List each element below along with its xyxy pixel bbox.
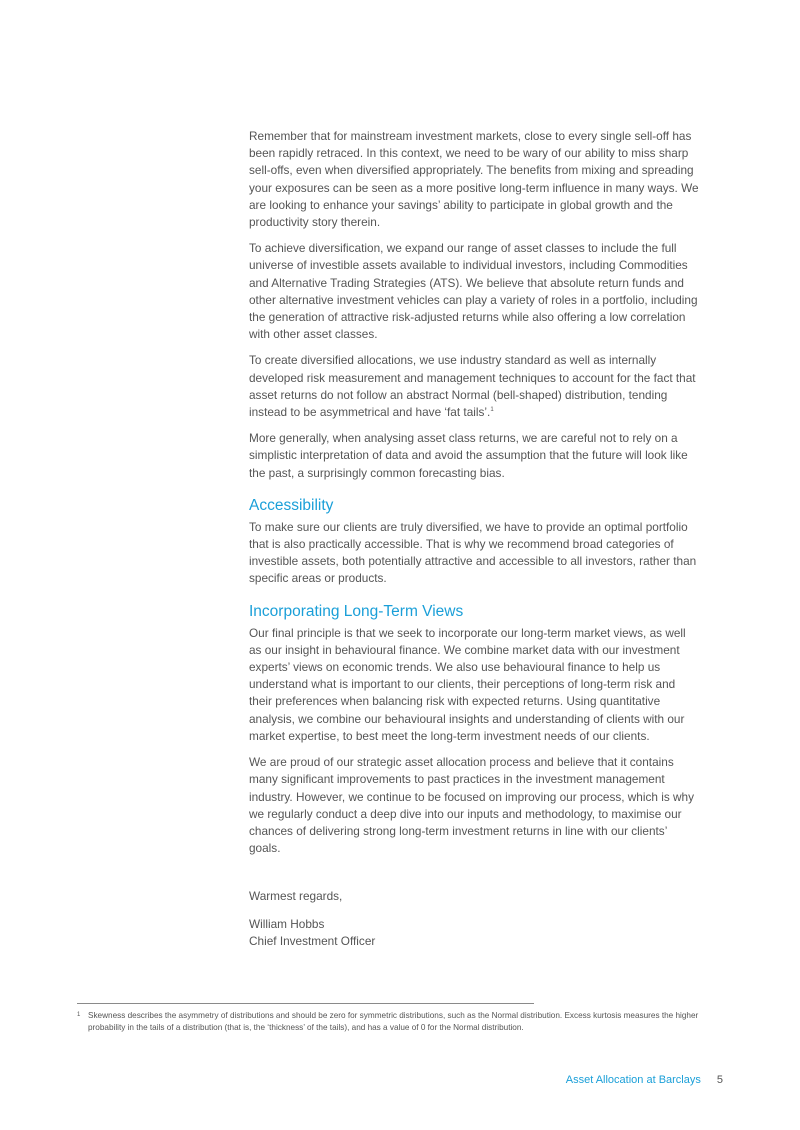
body-paragraph-2: To achieve diversification, we expand our range of asset classes to include the full universe of investible assets available to individual investors, including Commodities and Alternative Trading Strategies (ATS). We believe that absolute return funds and other alternative investment vehicles can play a variety of roles in a portfolio, including the generation of attractive risk-adjusted returns while also offering a low correlation with other asset classes.	[249, 241, 698, 342]
signatory-title: Chief Investment Officer	[249, 933, 376, 948]
footer-document-title: Asset Allocation at Barclays	[565, 1074, 701, 1086]
long-term-paragraph-1: Our final principle is that we seek to incorporate our long-term market views, as well as our insight in behavioural finance. We combine market data with our investment experts’ views on economic trends. We also use behavioural finance to help us understand what is important to our clients, their perceptions of long-term risk and their preferences when balancing risk with expected returns. Using quantitative analysis, we combine our behavioural insights and understanding of clients with our market expertise, to best meet the long-term investment needs of our clients.	[249, 625, 686, 743]
footnote-divider	[77, 1003, 534, 1004]
long-term-paragraph-2: We are proud of our strategic asset allocation process and believe that it contains many significant improvements to past practices in the investment management industry. However, we continue to be focused on improving our process, which is why we regularly conduct a deep dive into our inputs and methodology, to maximise our chances of delivering strong long-term investment returns in line with our clients’ goals.	[249, 755, 695, 856]
footnote-text: Skewness describes the asymmetry of distributions and should be zero for symmetric distributions, such as the Normal distribution. Excess kurtosis measures the higher probability in the tails of a distribution (that is, the ‘thickness’ of the tails), and has a value of 0 for the Normal distribution.	[88, 1011, 699, 1032]
signatory-name: William Hobbs	[249, 916, 325, 931]
signature-block	[249, 888, 699, 950]
body-paragraph-1: Remember that for mainstream investment markets, close to every single sell-off has been rapidly retraced. In this context, we need to be wary of our ability to miss sharp sell-offs, even when diversified appropriately. The benefits from mixing and spreading your exposures can be seen as a more positive long-term influence in many ways. We are looking to enhance your savings’ ability to participate in global growth and the productivity story therein.	[249, 129, 699, 230]
accessibility-paragraph: To make sure our clients are truly diversified, we have to provide an optimal portfolio that is also practically accessible. That is why we recommend broad categories of investible assets, both potentially attractive and accessible to all investors, rather than specific areas or products.	[249, 519, 697, 586]
footnote-reference[interactable]: 1	[490, 407, 494, 414]
body-paragraph-3-text: To create diversified allocations, we use industry standard as well as internally developed risk measurement and management techniques to account for the fact that asset returns do not follow an abstract Normal (bell-shaped) distribution, tending instead to be asymmetrical and have ‘fat tails’.	[249, 353, 696, 420]
body-paragraph-3	[249, 352, 699, 421]
page-number: 5	[716, 1074, 723, 1086]
footnote-number: 1	[77, 1012, 81, 1018]
page-footer	[566, 1074, 723, 1086]
main-content	[249, 128, 699, 950]
accessibility-heading: Accessibility	[249, 496, 334, 514]
body-paragraph-4: More generally, when analysing asset class returns, we are careful not to rely on a simplistic interpretation of data and avoid the assumption that the future will look like the past, a surprisingly common forecasting bias.	[249, 431, 688, 480]
closing-line: Warmest regards,	[249, 889, 343, 904]
footnote	[77, 1010, 717, 1034]
long-term-views-heading: Incorporating Long-Term Views	[249, 602, 464, 620]
